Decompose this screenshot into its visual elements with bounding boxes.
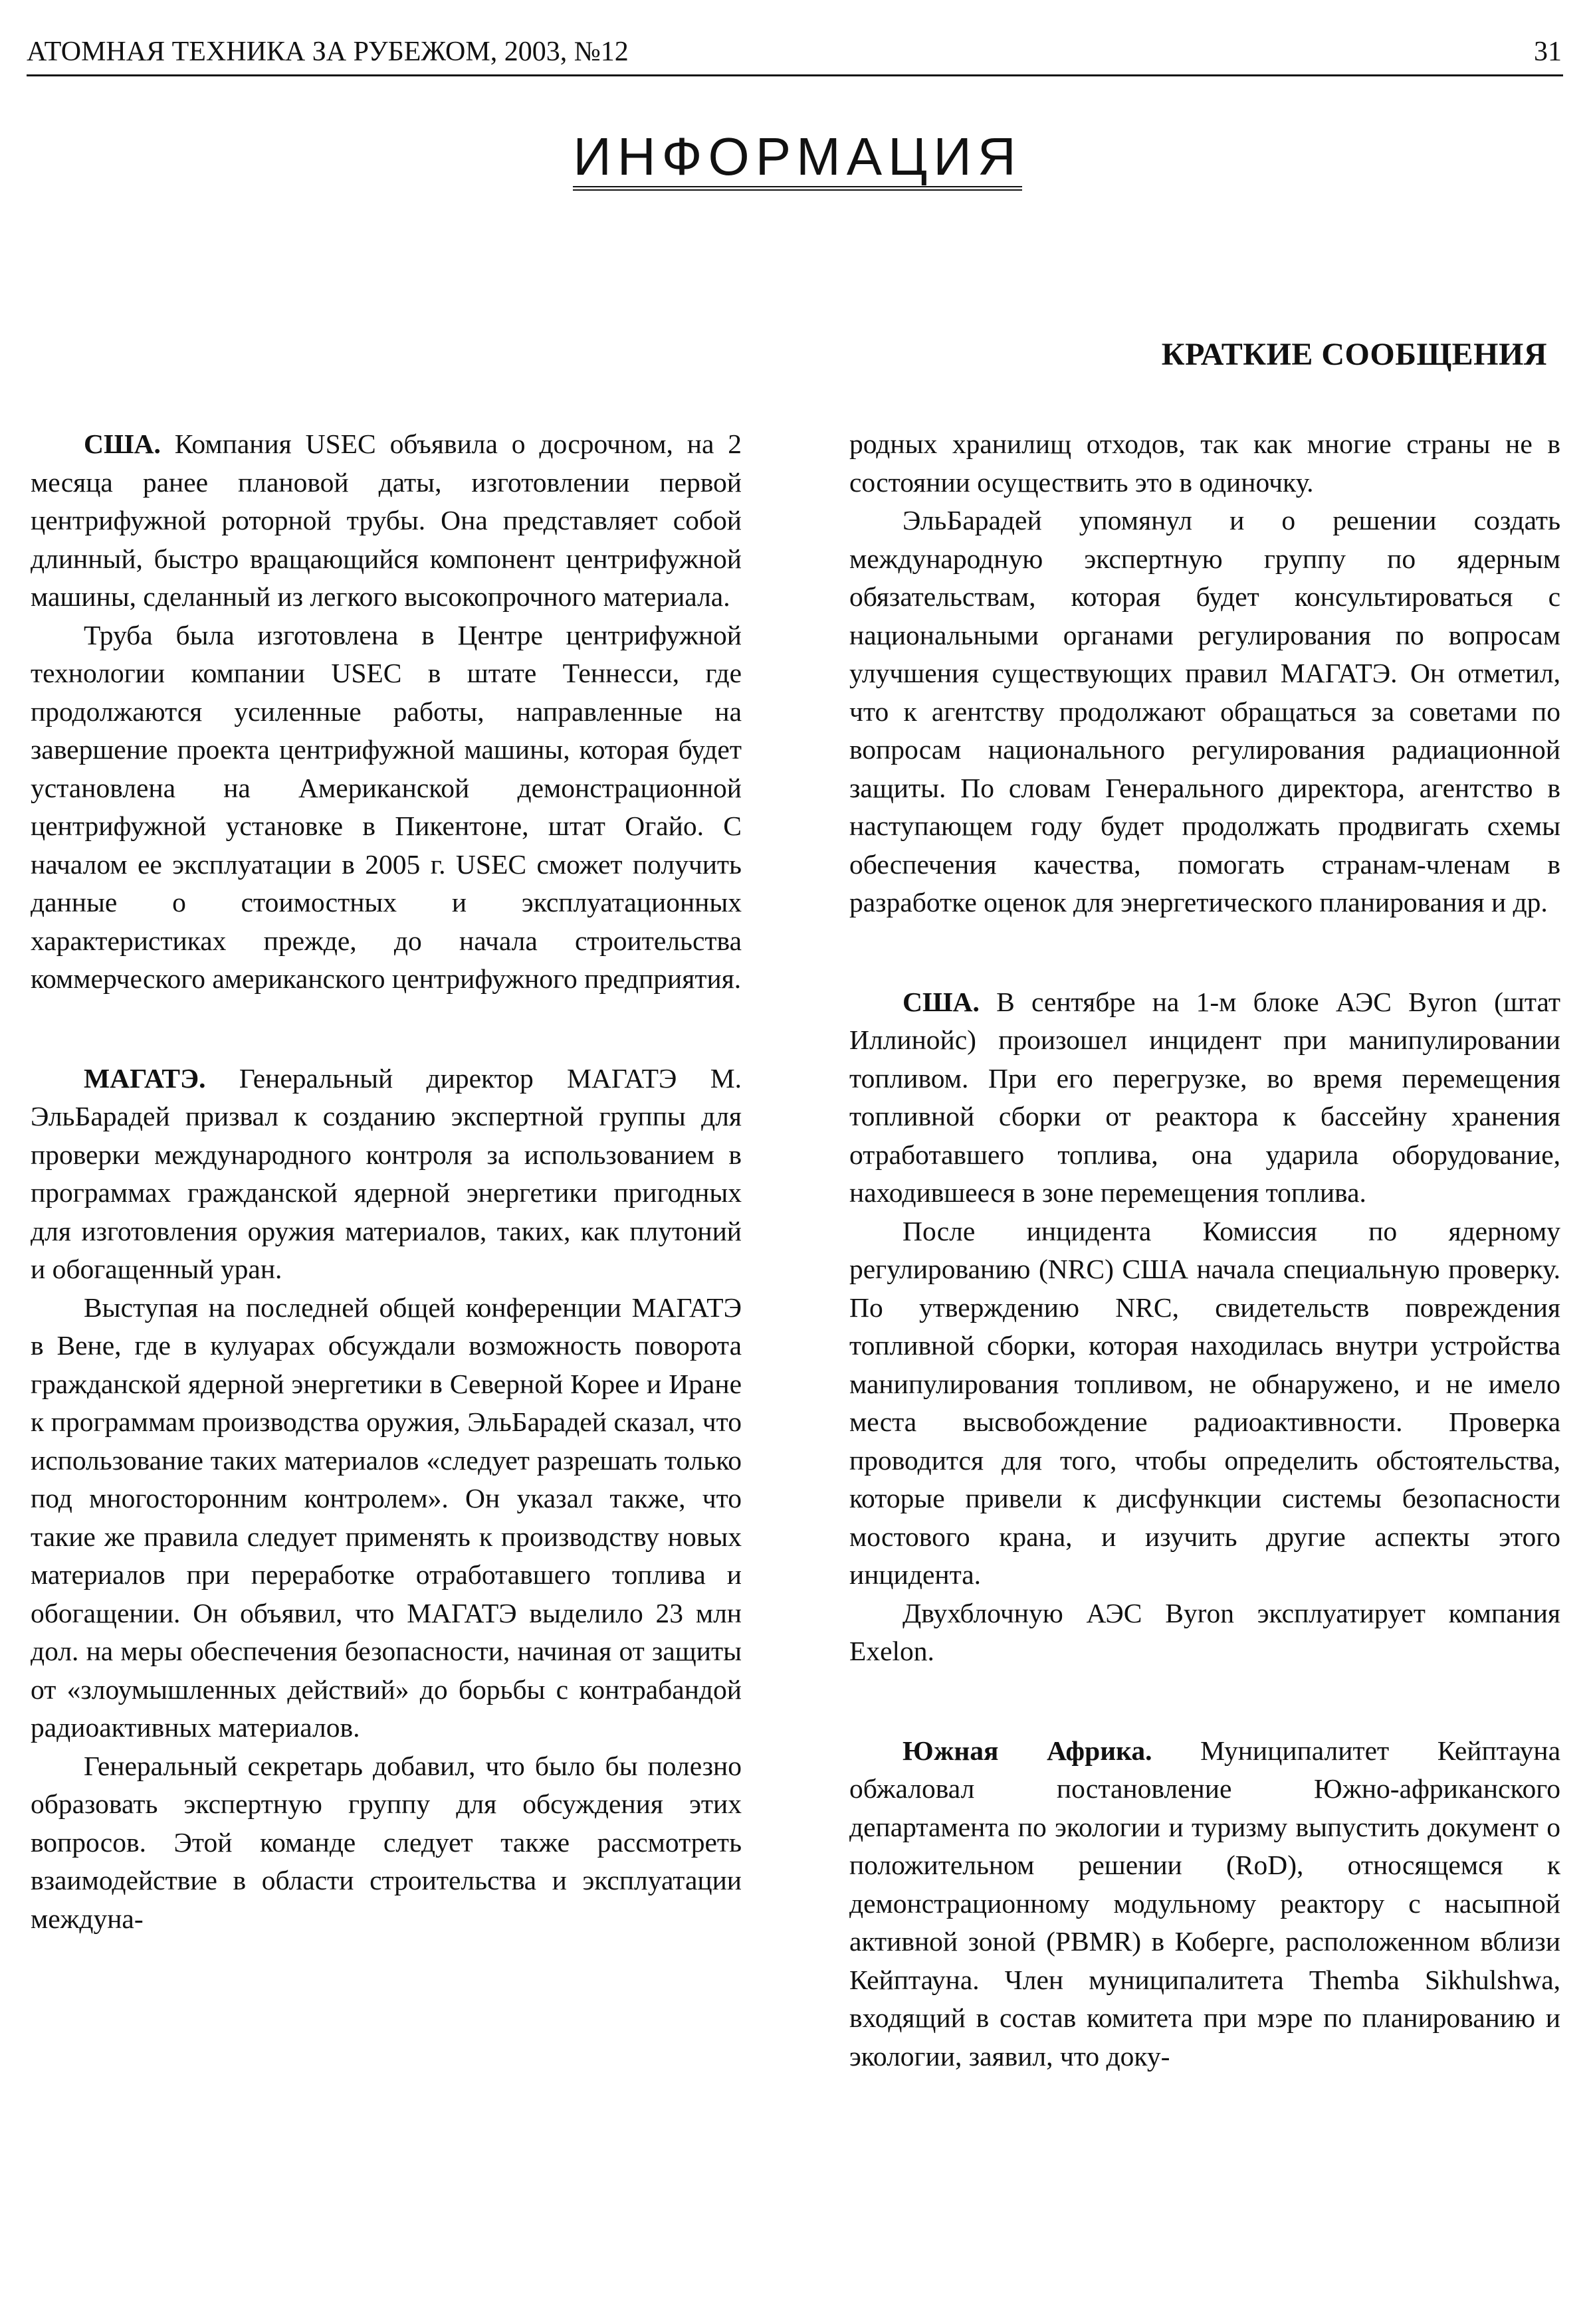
iaea-news-text-1: Генеральный директор МАГАТЭ М. ЭльБарадей призвал к созданию экспертной группы для проверки международного контроля за использованием в программах гражданской ядерной энергетики пригодных для изготовления оружия материалов, таких, как плутоний и обогащенный уран. [31, 1062, 742, 1284]
section-title-text: ИНФОРМАЦИЯ [573, 130, 1021, 191]
iaea-news-paragraph-1 [31, 1060, 742, 1289]
byron-news-paragraph-2: После инцидента Комиссия по ядерному регулированию (NRC) США начала специальную проверку. По утверждению NRC, свидетельств повреждения топливной сборки, которая находилась внутри устройства манипулирования топливом, не обнаружено, и не имело места высвобождение радиоактивности. Проверка проводится для того, чтобы определить обстоятельства, которые привели к дисфункции системы безопасности мостового крана, и изучить другие аспекты этого инцидента. [849, 1215, 1560, 1590]
right-column [849, 425, 1560, 2076]
page-number: 31 [1534, 37, 1562, 67]
byron-news-text-1: В сентябре на 1-м блоке АЭС Byron (штат Иллинойс) произошел инцидент при манипулировании топливом. При его перегрузке, во время перемещения топливной сборки от реактора к бассейну хранения отработавшего топлива, она ударила оборудование, находившееся в зоне перемещения топлива. [849, 986, 1560, 1208]
south-africa-news-paragraph-1 [849, 1732, 1560, 2076]
iaea-news-paragraph-3: Генеральный секретарь добавил, что было бы полезно образовать экспертную группу для обсуждения этих вопросов. Этой команде следует также рассмотреть взаимодействие в области строительства и эксплуатации междуна- [31, 1750, 742, 1934]
byron-news-paragraph-1 [849, 983, 1560, 1212]
section-title [0, 127, 1595, 191]
usa-news-text-1: Компания USEC объявила о досрочном, на 2 месяца ранее плановой даты, изготовлении первой центрифужной роторной трубы. Она представляет собой длинный, быстро вращающийся компонент центрифужной машины, сделанный из легкого высокопрочного материала. [31, 429, 742, 612]
usa-news-paragraph-2: Труба была изготовлена в Центре центрифужной технологии компании USEC в штате Теннесси, где продолжаются усиленные работы, направленные на завершение проекта центрифужной машины, которая будет установлена на Американской демонстрационной центрифужной установке в Пикентоне, штат Огайо. С началом ее эксплуатации в 2005 г. USEC сможет получить данные о стоимостных и эксплуатационных характеристиках прежде, до начала строительства коммерческого американского центрифужного предприятия. [31, 619, 742, 994]
iaea-news-continuation: родных хранилищ отходов, так как многие страны не в состоянии осуществить это в одиночку. [849, 429, 1560, 498]
left-column [31, 425, 742, 1938]
south-africa-news-text-1: Муниципалитет Кейптауна обжаловал постановление Южно-африканского департамента по экологии и туризму выпустить документ о положительном решении (RoD), относящемся к демонстрационному модульному реактору с насыпной активной зоной (PBMR) в Коберге, расположенном вблизи Кейптауна. Член муниципалитета Themba Sikhulshwa, входящий в состав комитета при мэре по планированию и экологии, заявил, что доку- [849, 1735, 1560, 2072]
journal-title: АТОМНАЯ ТЕХНИКА ЗА РУБЕЖОМ, 2003, №12 [27, 37, 629, 67]
south-africa-news-lead: Южная Африка. [903, 1735, 1152, 1766]
iaea-news-paragraph-4: ЭльБарадей упомянул и о решении создать международную экспертную группу по ядерным обязательствам, которая будет консультироваться с национальными органами регулирования по вопросам улучшения существующих правил МАГАТЭ. Он отметил, что к агентству продолжают обращаться за советами по вопросам национального регулирования радиационной защиты. По словам Генерального директора, агентство в наступающем году будет продолжать продвигать схемы обеспечения качества, помогать странам-членам в разработке оценок для энергетического планирования и др. [849, 505, 1560, 918]
iaea-news-paragraph-2: Выступая на последней общей конференции МАГАТЭ в Вене, где в кулуарах обсуждали возможность поворота гражданской ядерной энергетики в Северной Корее и Иране к программам производства оружия, ЭльБарадей сказал, что использование таких материалов «следует разрешать только под многосторонним контролем». Он указал также, что такие же правила следует применять к производству новых материалов при переработке отработавшего топлива и обогащении. Он объявил, что МАГАТЭ выделило 23 млн дол. на меры обеспечения безопасности, начиная от защиты от «злоумышленных действий» до борьбы с контрабандой радиоактивных материалов. [31, 1292, 742, 1743]
usa-news-lead: США. [84, 429, 161, 459]
iaea-news-lead: МАГАТЭ. [84, 1062, 206, 1094]
running-header [27, 27, 1562, 68]
header-rule [27, 74, 1563, 76]
subsection-title: КРАТКИЕ СООБЩЕНИЯ [1161, 337, 1547, 372]
byron-news-paragraph-3: Двухблочную АЭС Byron эксплуатирует компания Exelon. [849, 1597, 1560, 1666]
usa-news-paragraph-1 [31, 425, 742, 617]
byron-news-lead: США. [903, 986, 980, 1017]
